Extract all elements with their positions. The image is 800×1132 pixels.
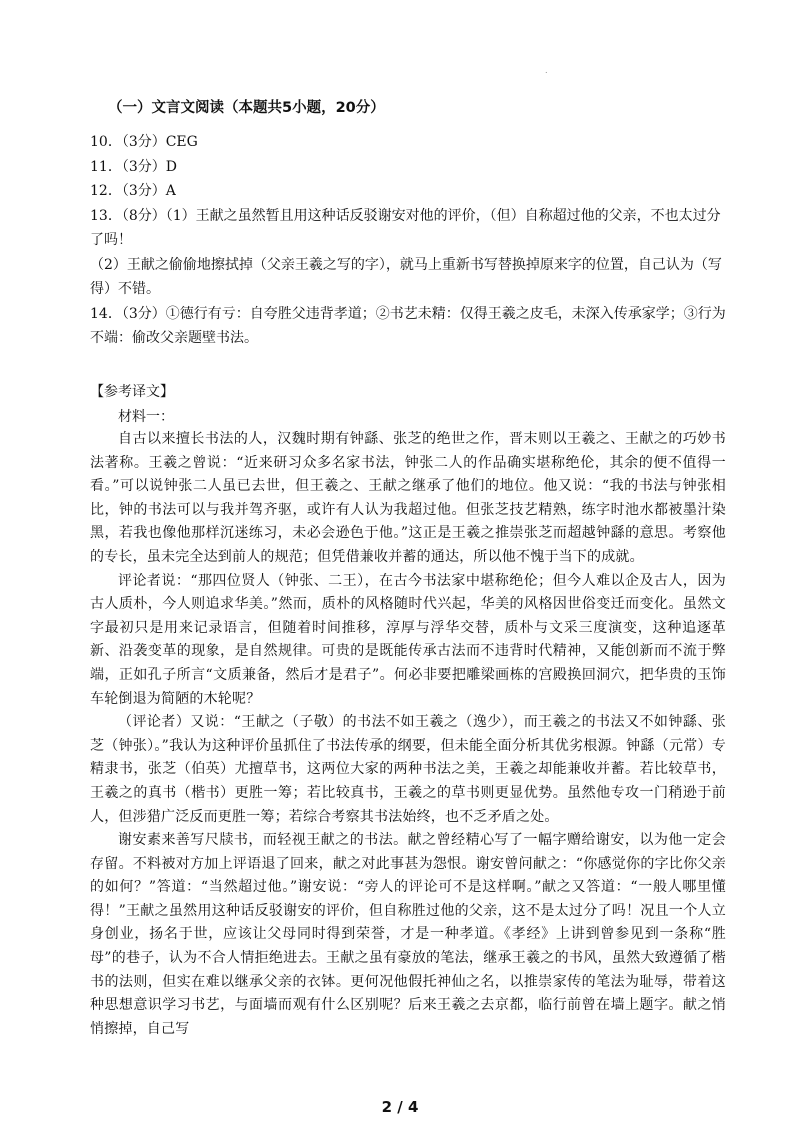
material-label: 材料一： [118, 409, 174, 425]
page-number: 2 / 4 [381, 1098, 419, 1116]
translation-paragraph: 自古以来擅长书法的人，汉魏时期有钟繇、张芝的绝世之作，晋末则以王羲之、王献之的巧妙书法著称。王羲之曾说：“近来研习众多名家书法，钟张二人的作品确实堪称绝伦，其余的便不值得一看。”可以说钟张二人虽已去世，但王羲之、王献之继承了他们的地位。他又说：“我的书法与钟张相比，钟的书法可以与我并驾齐驱，或许有人认为我超过他。但张芝技艺精熟，练字时池水都被墨汁染黑，若我也像他那样沉迷练习，未必会逊色于他。”这正是王羲之推崇张芝而超越钟繇的意思。考察他的专长，虽未完全达到前人的规范；但凭借兼收并蓄的通达，所以他不愧于当下的成就。 [90, 431, 726, 565]
translation-paragraph: （评论者）又说：“王献之（子敬）的书法不如王羲之（逸少），而王羲之的书法又不如钟繇、张芝（钟张）。”我认为这种评价虽抓住了书法传承的纲要，但未能全面分析其优劣根源。钟繇（元常）专精隶书，张芝（伯英）尤擅草书，这两位大家的两种书法之美，王羲之却能兼收并蓄。若比较草书，王羲之的真书（楷书）更胜一筹；若比较真书，王羲之的草书则更显优势。虽然他专攻一门稍逊于前人，但涉猎广泛反而更胜一筹；若综合考察其书法始终，也不乏矛盾之处。 [90, 714, 726, 825]
answer-item: 14．（3分）①德行有亏：自夸胜父违背孝道；②书艺未精：仅得王羲之皮毛，未深入传承家学；③行为不端：偷改父亲题壁书法。 [90, 305, 726, 346]
scan-mark: . [545, 66, 548, 75]
answer-list [90, 130, 730, 351]
answer-item: 11．（3分）D [90, 158, 177, 175]
answer-item: 12．（3分）A [90, 183, 176, 199]
section-title: （一）文言文阅读（本题共5小题，20分） [108, 100, 385, 116]
answer-item: （2）王献之偷偷地擦拭掉（父亲王羲之写的字），就马上重新书写替换掉原来字的位置，自己认为（写得）不错。 [90, 256, 722, 297]
translation-paragraph: 谢安素来善写尺牍书，而轻视王献之的书法。献之曾经精心写了一幅字赠给谢安，以为他一定会存留。不料被对方加上评语退了回来，献之对此事甚为怨恨。谢安曾问献之：“你感觉你的字比你父亲的如何？”答道：“当然超过他。”谢安说：“旁人的评论可不是这样啊。”献之又答道：“一般人哪里懂得！”王献之虽然用这种话反驳谢安的评价，但自称胜过他的父亲，这不是太过分了吗！况且一个人立身创业，扬名于世，应该让父母同时得到荣誉，才是一种孝道。《孝经》上讲到曾参见到一条称“胜母”的巷子，认为不合人情拒绝进去。王献之虽有豪放的笔法，继承王羲之的书风，虽然大致遵循了楷书的法则，但实在难以继承父亲的衣钵。更何况他假托神仙之名，以推崇家传的笔法为耻辱，带着这种思想意识学习书艺，与面墙而观有什么区别呢？后来王羲之去京都，临行前曾在墙上题字。献之悄悄擦掉，自己写 [90, 832, 726, 1037]
translation-body [90, 428, 726, 1041]
answer-item: 10．（3分）CEG [90, 134, 198, 150]
reference-title: 【参考译文】 [90, 384, 174, 400]
translation-paragraph: 评论者说：“那四位贤人（钟张、二王），在古今书法家中堪称绝伦；但今人难以企及古人，因为古人质朴，今人则追求华美。”然而，质朴的风格随时代兴起，华美的风格因世俗变迁而变化。虽然文字最初只是用来记录语言，但随着时间推移，淳厚与浮华交替，质朴与文采三度演变，这种追逐革新、沿袭变革的现象，是自然规律。可贵的是既能传承古法而不违背时代精神，又能创新而不流于弊端，正如孔子所言“文质兼备，然后才是君子”。何必非要把雕梁画栋的宫殿换回洞穴，把华贵的玉饰车轮倒退为简陋的木轮呢？ [90, 572, 726, 707]
answer-item: 13．（8分）（1）王献之虽然暂且用这种话反驳谢安对他的评价，（但）自称超过他的父亲，不也太过分了吗！ [90, 207, 721, 248]
